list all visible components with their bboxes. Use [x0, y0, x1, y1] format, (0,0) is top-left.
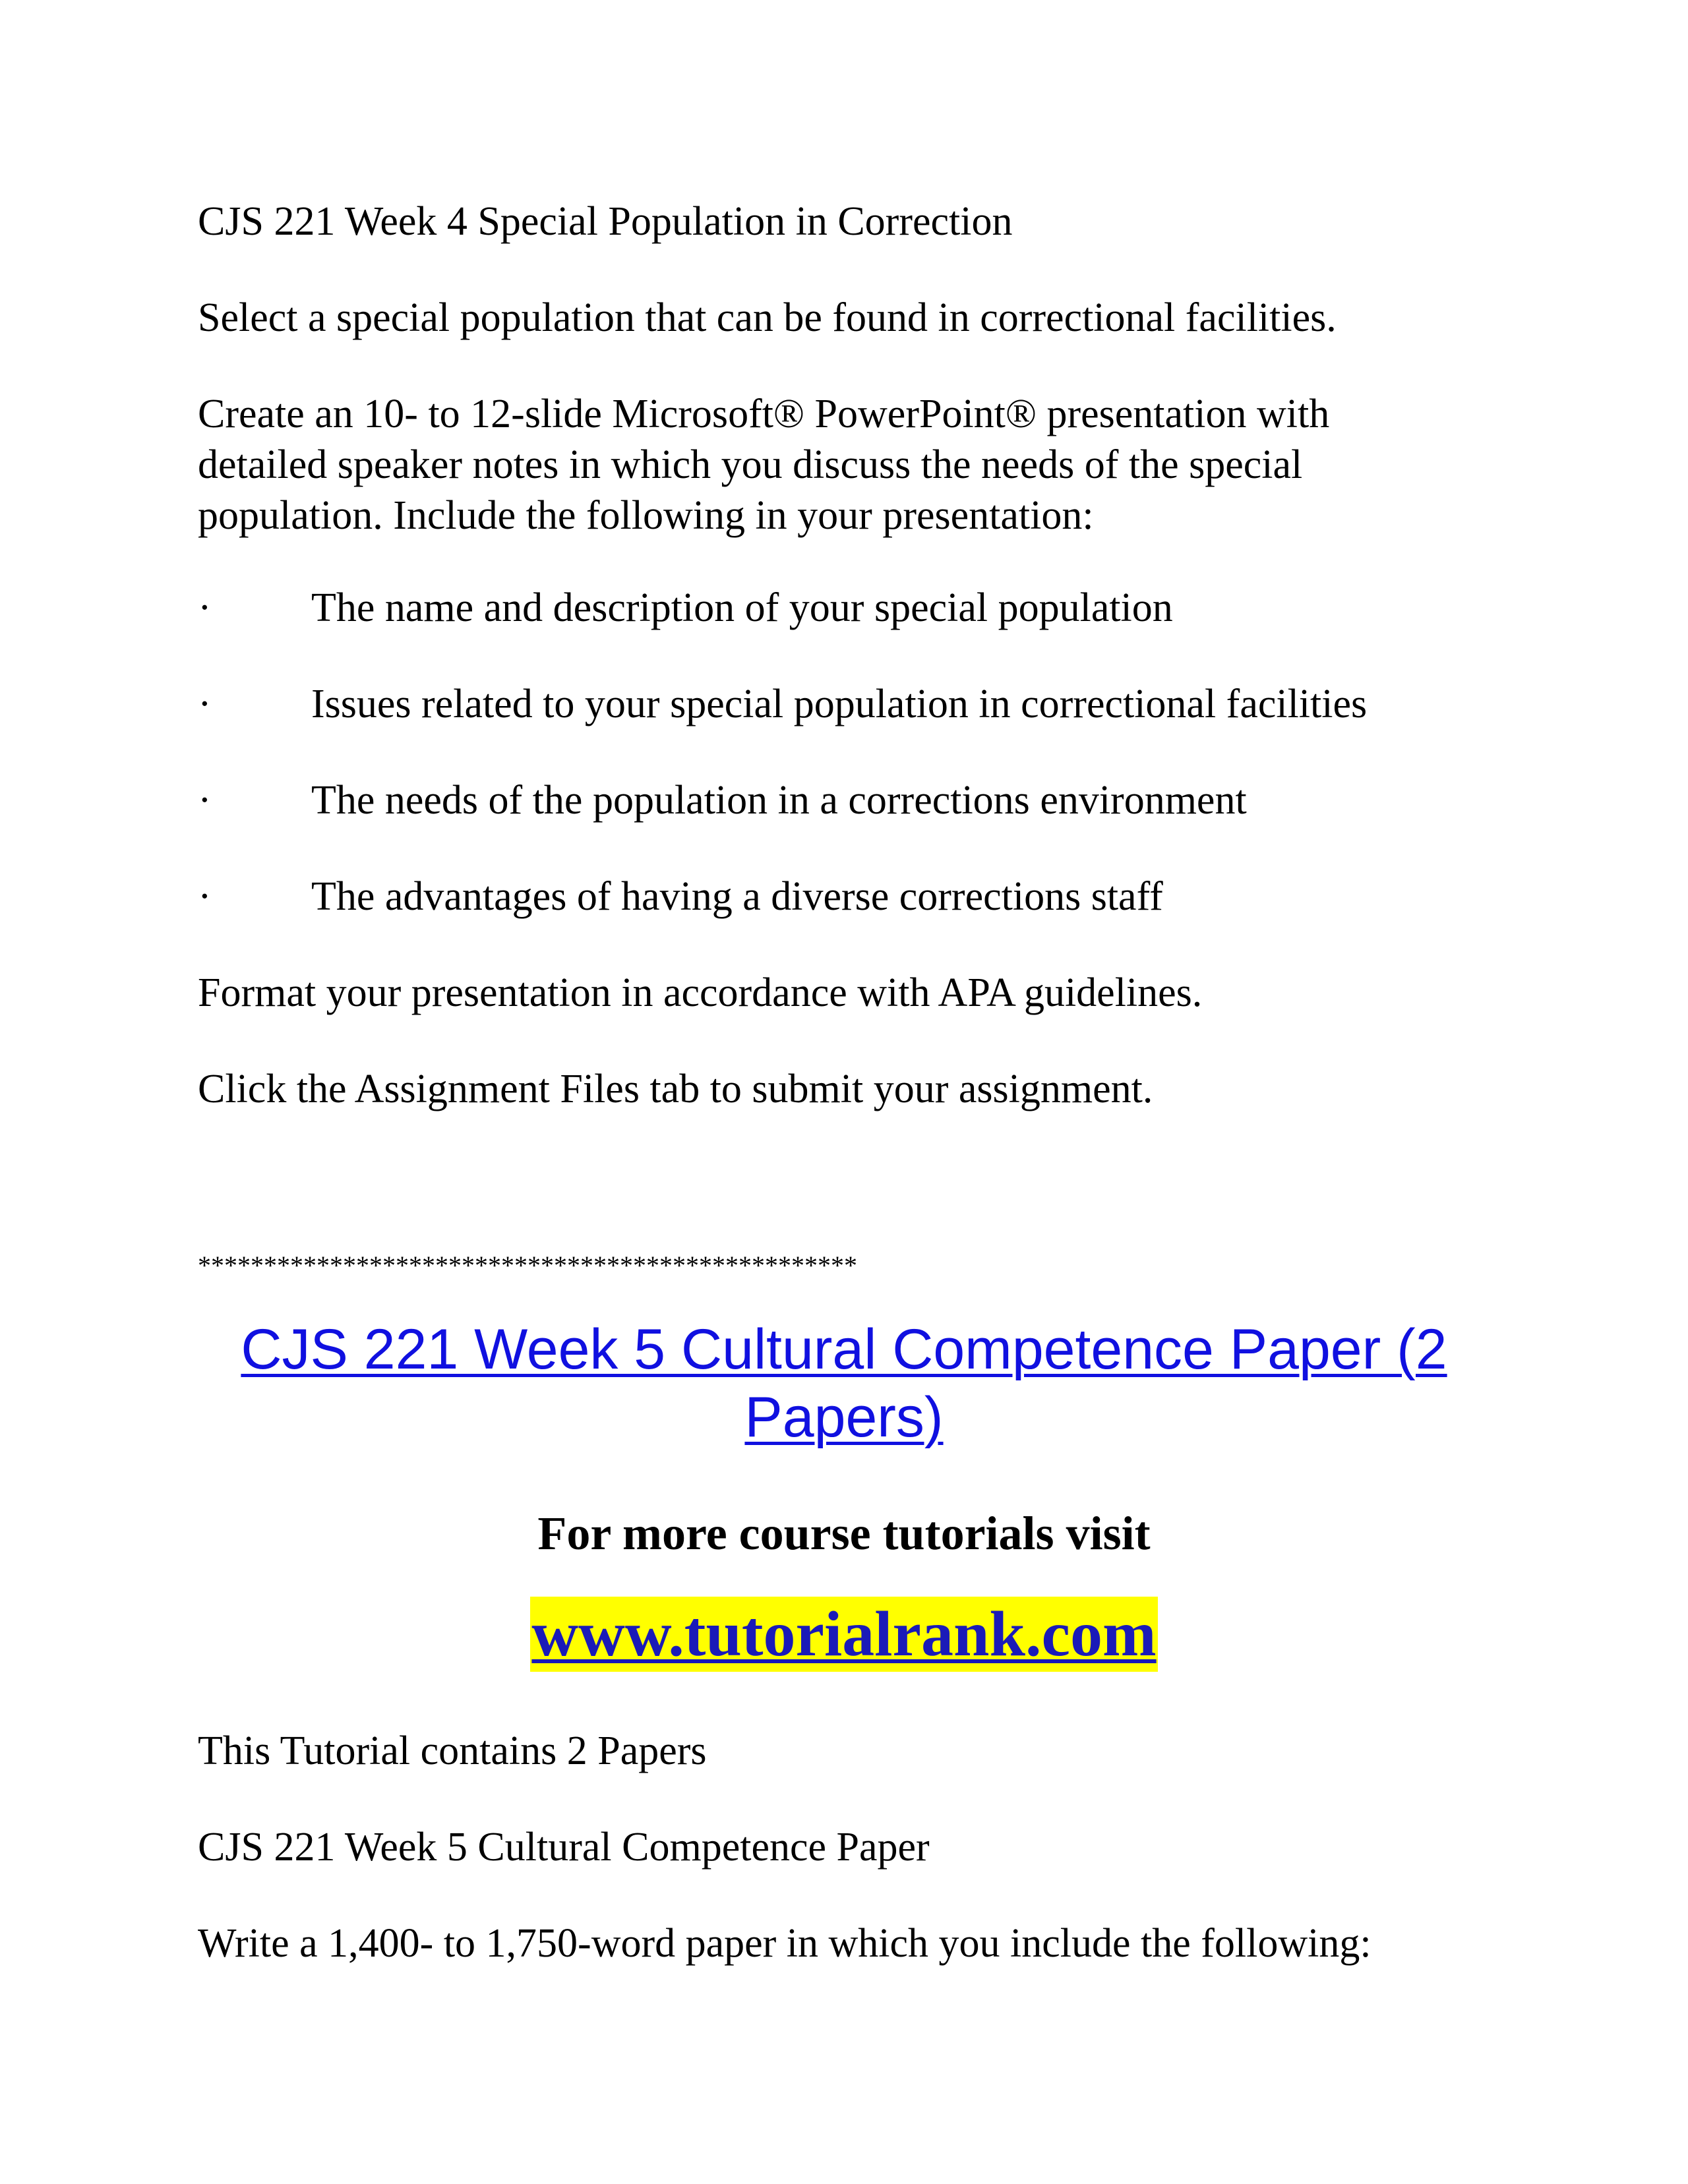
bullet-text: The name and description of your special population: [311, 585, 1173, 630]
bullet-text: The advantages of having a diverse corrections staff: [311, 874, 1163, 919]
website-link[interactable]: www.tutorialrank.com: [530, 1597, 1157, 1672]
bullet-text: The needs of the population in a corrections environment: [311, 778, 1247, 823]
week5-subtitle: CJS 221 Week 5 Cultural Competence Paper: [198, 1825, 930, 1870]
bullet-dot: ·: [198, 585, 212, 630]
week4-select-paragraph: Select a special population that can be found in correctional facilities.: [198, 295, 1337, 340]
more-tutorials-heading: For more course tutorials visit: [537, 1507, 1151, 1560]
tutorial-contains-paragraph: This Tutorial contains 2 Papers: [198, 1728, 707, 1773]
week4-click-paragraph: Click the Assignment Files tab to submit your assignment.: [198, 1067, 1153, 1111]
week4-format-paragraph: Format your presentation in accordance with APA guidelines.: [198, 970, 1203, 1015]
separator-stars: **************************************************: [198, 1251, 857, 1280]
week5-write-paragraph: Write a 1,400- to 1,750-word paper in which you include the following:: [198, 1921, 1372, 1966]
week5-title-link[interactable]: CJS 221 Week 5 Cultural Competence Paper (2 Papers): [241, 1318, 1447, 1449]
week4-create-paragraph: Create an 10- to 12-slide Microsoft® PowerPoint® presentation with detailed speaker notes in which you discuss the needs of the special population. Include the following in your presentation:: [198, 392, 1330, 538]
bullet-dot: ·: [198, 874, 212, 919]
bullet-dot: ·: [198, 778, 212, 823]
week4-title: CJS 221 Week 4 Special Population in Correction: [198, 199, 1013, 244]
website-container: [0, 1597, 1688, 1672]
bullet-dot: ·: [198, 682, 212, 726]
bullet-text: Issues related to your special population in correctional facilities: [311, 682, 1368, 726]
